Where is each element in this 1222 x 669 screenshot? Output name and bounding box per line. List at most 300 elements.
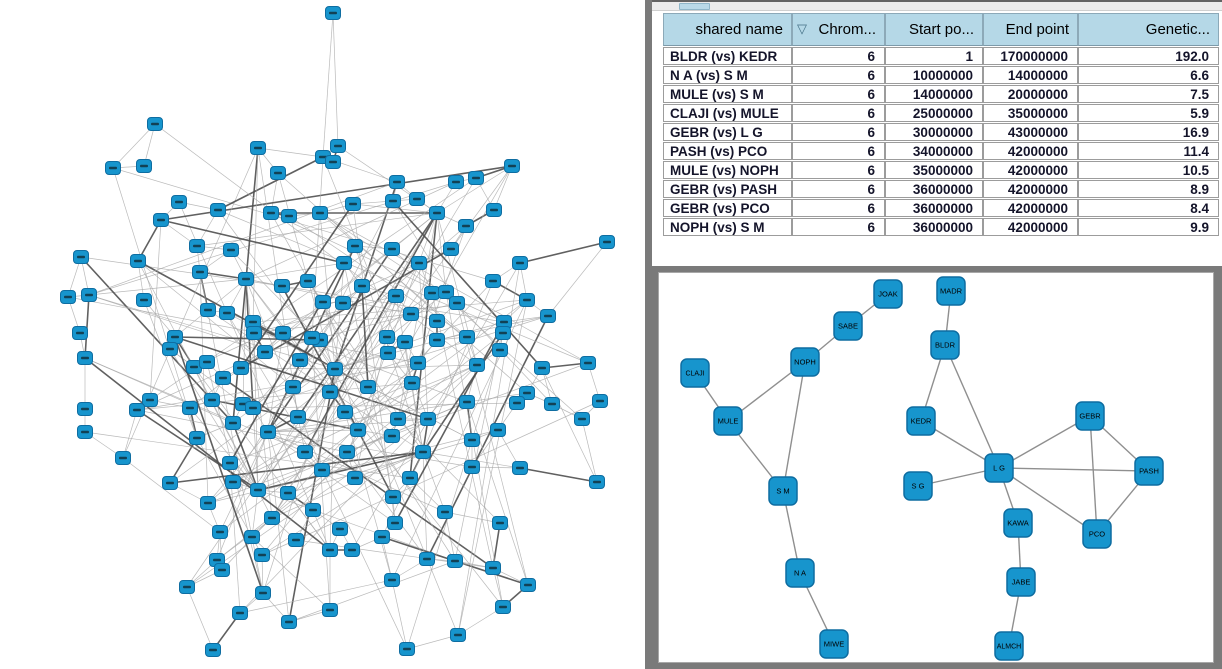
node-label-smudge <box>389 200 397 203</box>
node-label-smudge <box>339 302 347 305</box>
table-row[interactable] <box>663 85 1219 103</box>
table-cell: 42000000 <box>983 161 1078 179</box>
graph-node[interactable] <box>465 461 480 474</box>
graph-node[interactable] <box>313 207 328 220</box>
graph-node[interactable] <box>143 394 158 407</box>
graph-node[interactable] <box>386 491 401 504</box>
graph-node[interactable] <box>286 381 301 394</box>
table-row[interactable] <box>663 161 1219 179</box>
graph-node[interactable] <box>223 457 238 470</box>
graph-edge <box>392 580 407 649</box>
graph-node[interactable] <box>496 601 511 614</box>
graph-node[interactable] <box>247 327 262 340</box>
table-row[interactable] <box>663 47 1219 65</box>
node-label-smudge <box>326 549 334 552</box>
node-label-smudge <box>490 209 498 212</box>
graph-node[interactable] <box>430 207 445 220</box>
node-label-smudge <box>237 367 245 370</box>
graph-node[interactable] <box>345 544 360 557</box>
graph-node[interactable] <box>148 118 163 131</box>
graph-node[interactable] <box>1083 520 1111 548</box>
graph-node[interactable] <box>937 277 965 305</box>
table-cell: 170000000 <box>983 47 1078 65</box>
table-cell: 7.5 <box>1078 85 1219 103</box>
graph-edge[interactable] <box>945 345 999 468</box>
graph-node[interactable] <box>137 160 152 173</box>
graph-node[interactable] <box>541 310 556 323</box>
graph-node[interactable] <box>234 362 249 375</box>
graph-node[interactable] <box>600 236 615 249</box>
column-header-end-point[interactable]: End point <box>983 13 1078 46</box>
table-cell: 6 <box>792 142 885 160</box>
node-label-smudge <box>354 429 362 432</box>
node-label-smudge <box>516 262 524 265</box>
graph-node[interactable] <box>348 472 363 485</box>
node-label-smudge <box>513 402 521 405</box>
node-label-smudge <box>229 481 237 484</box>
graph-node[interactable] <box>215 564 230 577</box>
table-cell: 43000000 <box>983 123 1078 141</box>
node-label-smudge <box>285 621 293 624</box>
table-row[interactable] <box>663 104 1219 122</box>
graph-node[interactable] <box>298 446 313 459</box>
table-cell: PASH (vs) PCO <box>663 142 792 160</box>
graph-node[interactable] <box>405 377 420 390</box>
graph-node[interactable] <box>985 454 1013 482</box>
node-label-smudge <box>472 177 480 180</box>
node-label: S M <box>776 486 790 496</box>
graph-node[interactable] <box>449 176 464 189</box>
node-label-smudge <box>171 336 179 339</box>
graph-node[interactable] <box>271 167 286 180</box>
graph-node[interactable] <box>425 287 440 300</box>
graph-node[interactable] <box>200 356 215 369</box>
graph-node[interactable] <box>769 477 797 505</box>
graph-node[interactable] <box>820 630 848 658</box>
graph-node[interactable] <box>874 280 902 308</box>
node-label: MADR <box>939 286 963 296</box>
graph-node[interactable] <box>282 616 297 629</box>
graph-node[interactable] <box>78 426 93 439</box>
graph-node[interactable] <box>460 331 475 344</box>
node-label-smudge <box>454 634 462 637</box>
table-row[interactable] <box>663 180 1219 198</box>
graph-node[interactable] <box>907 407 935 435</box>
node-label-smudge <box>294 416 302 419</box>
graph-edge <box>445 512 500 523</box>
graph-node[interactable] <box>213 526 228 539</box>
graph-node[interactable] <box>201 497 216 510</box>
graph-edge <box>548 242 607 316</box>
table-cell: 36000000 <box>885 180 983 198</box>
graph-node[interactable] <box>323 386 338 399</box>
column-header-shared-name[interactable]: shared name <box>663 13 792 46</box>
node-label-smudge <box>193 437 201 440</box>
node-label-smudge <box>336 528 344 531</box>
graph-node[interactable] <box>486 275 501 288</box>
graph-node[interactable] <box>276 327 291 340</box>
table-row[interactable] <box>663 218 1219 236</box>
graph-node[interactable] <box>486 562 501 575</box>
graph-node[interactable] <box>78 403 93 416</box>
graph-node[interactable] <box>590 476 605 489</box>
node-label-smudge <box>250 332 258 335</box>
node-label-smudge <box>308 337 316 340</box>
graph-node[interactable] <box>256 587 271 600</box>
graph-edge <box>582 419 597 482</box>
graph-node[interactable] <box>224 244 239 257</box>
table-row[interactable] <box>663 66 1219 84</box>
graph-node[interactable] <box>931 331 959 359</box>
graph-node[interactable] <box>180 581 195 594</box>
graph-node[interactable] <box>275 280 290 293</box>
graph-node[interactable] <box>106 162 121 175</box>
node-label-smudge <box>473 364 481 367</box>
node-label-smudge <box>214 209 222 212</box>
graph-node[interactable] <box>430 334 445 347</box>
graph-node[interactable] <box>351 424 366 437</box>
graph-node[interactable] <box>388 517 403 530</box>
node-label-smudge <box>401 341 409 344</box>
column-header-start-position[interactable]: Start po... <box>885 13 983 46</box>
graph-node[interactable] <box>575 413 590 426</box>
table-cell: BLDR (vs) KEDR <box>663 47 792 65</box>
graph-node[interactable] <box>293 354 308 367</box>
graph-node[interactable] <box>412 257 427 270</box>
node-label-smudge <box>213 559 221 562</box>
table-row[interactable] <box>663 123 1219 141</box>
table-cell: 6 <box>792 104 885 122</box>
graph-node[interactable] <box>323 544 338 557</box>
node-label-smudge <box>81 431 89 434</box>
graph-node[interactable] <box>154 214 169 227</box>
table-cell: 25000000 <box>885 104 983 122</box>
column-header-genetic[interactable]: Genetic... <box>1078 13 1219 46</box>
node-label-smudge <box>452 181 460 184</box>
network-detail-viewport <box>659 273 1213 662</box>
graph-node[interactable] <box>193 266 208 279</box>
graph-node[interactable] <box>205 394 220 407</box>
graph-node[interactable] <box>385 574 400 587</box>
table-cell: GEBR (vs) PCO <box>663 199 792 217</box>
graph-node[interactable] <box>163 343 178 356</box>
node-label-smudge <box>64 296 72 299</box>
node-label-smudge <box>447 248 455 251</box>
node-label-smudge <box>151 123 159 126</box>
graph-node[interactable] <box>328 363 343 376</box>
graph-node[interactable] <box>201 304 216 317</box>
graph-node[interactable] <box>190 432 205 445</box>
graph-node[interactable] <box>450 297 465 310</box>
node-label-smudge <box>349 203 357 206</box>
node-label-smudge <box>209 649 217 652</box>
graph-node[interactable] <box>493 344 508 357</box>
graph-node[interactable] <box>137 294 152 307</box>
graph-node[interactable] <box>74 251 89 264</box>
node-label: JOAK <box>878 289 898 299</box>
graph-node[interactable] <box>245 531 260 544</box>
graph-node[interactable] <box>291 411 306 424</box>
node-label-smudge <box>319 301 327 304</box>
graph-node[interactable] <box>172 196 187 209</box>
graph-node[interactable] <box>348 240 363 253</box>
graph-node[interactable] <box>251 484 266 497</box>
graph-node[interactable] <box>326 156 341 169</box>
graph-edge <box>352 263 520 550</box>
graph-node[interactable] <box>336 297 351 310</box>
graph-node[interactable] <box>681 359 709 387</box>
node-label-smudge <box>388 579 396 582</box>
graph-node[interactable] <box>346 198 361 211</box>
graph-node[interactable] <box>411 357 426 370</box>
graph-node[interactable] <box>404 308 419 321</box>
graph-node[interactable] <box>216 372 231 385</box>
attribute-table <box>663 12 1219 237</box>
graph-node[interactable] <box>459 220 474 233</box>
graph-node[interactable] <box>513 257 528 270</box>
node-label-smudge <box>264 431 272 434</box>
graph-node[interactable] <box>130 404 145 417</box>
graph-node[interactable] <box>333 523 348 536</box>
node-label-smudge <box>134 260 142 263</box>
graph-edge[interactable] <box>999 468 1149 471</box>
node-label-smudge <box>76 332 84 335</box>
graph-node[interactable] <box>239 273 254 286</box>
graph-node[interactable] <box>786 559 814 587</box>
graph-edge[interactable] <box>1090 416 1097 534</box>
graph-node[interactable] <box>465 434 480 447</box>
node-label-smudge <box>81 408 89 411</box>
graph-node[interactable] <box>183 402 198 415</box>
graph-node[interactable] <box>261 426 276 439</box>
graph-node[interactable] <box>380 331 395 344</box>
graph-node[interactable] <box>381 347 396 360</box>
node-label-smudge <box>119 457 127 460</box>
table-cell: 11.4 <box>1078 142 1219 160</box>
graph-node[interactable] <box>391 413 406 426</box>
graph-node[interactable] <box>163 477 178 490</box>
graph-edge <box>123 410 137 458</box>
graph-node[interactable] <box>264 207 279 220</box>
node-label-smudge <box>227 249 235 252</box>
graph-node[interactable] <box>1135 457 1163 485</box>
graph-node[interactable] <box>316 296 331 309</box>
graph-node[interactable] <box>331 140 346 153</box>
scrollbar-thumb[interactable] <box>679 3 710 10</box>
detail-nodes-layer <box>681 277 1163 660</box>
graph-node[interactable] <box>305 332 320 345</box>
graph-node[interactable] <box>323 604 338 617</box>
table-cell: 1 <box>885 47 983 65</box>
graph-node[interactable] <box>491 424 506 437</box>
graph-node[interactable] <box>513 462 528 475</box>
graph-node[interactable] <box>361 381 376 394</box>
graph-node[interactable] <box>714 407 742 435</box>
table-cell: 42000000 <box>983 218 1078 236</box>
column-header-chromosome[interactable] <box>792 13 885 46</box>
graph-node[interactable] <box>246 402 261 415</box>
node-label-smudge <box>229 422 237 425</box>
graph-node[interactable] <box>375 531 390 544</box>
graph-node[interactable] <box>520 294 535 307</box>
node-label-smudge <box>500 321 508 324</box>
table-cell: CLAJI (vs) MULE <box>663 104 792 122</box>
graph-node[interactable] <box>73 327 88 340</box>
graph-node[interactable] <box>496 327 511 340</box>
graph-node[interactable] <box>834 312 862 340</box>
node-label-smudge <box>223 312 231 315</box>
graph-node[interactable] <box>410 193 425 206</box>
node-label-smudge <box>343 451 351 454</box>
graph-node[interactable] <box>510 397 525 410</box>
graph-node[interactable] <box>355 280 370 293</box>
graph-node[interactable] <box>581 357 596 370</box>
filter-icon[interactable]: ▽ <box>797 21 807 36</box>
graph-node[interactable] <box>289 534 304 547</box>
graph-node[interactable] <box>389 290 404 303</box>
node-label-smudge <box>468 439 476 442</box>
graph-node[interactable] <box>493 517 508 530</box>
graph-edge <box>289 561 455 622</box>
node-label: CLAJI <box>685 370 705 378</box>
graph-node[interactable] <box>82 289 97 302</box>
graph-node[interactable] <box>448 555 463 568</box>
table-cell: 6 <box>792 66 885 84</box>
graph-node[interactable] <box>420 553 435 566</box>
graph-node[interactable] <box>255 549 270 562</box>
graph-node[interactable] <box>904 472 932 500</box>
graph-node[interactable] <box>131 255 146 268</box>
node-label-smudge <box>254 489 262 492</box>
graph-node[interactable] <box>1076 402 1104 430</box>
node-label-smudge <box>378 536 386 539</box>
table-cell: 6.6 <box>1078 66 1219 84</box>
node-label-smudge <box>242 278 250 281</box>
node-label-smudge <box>140 299 148 302</box>
graph-node[interactable] <box>281 487 296 500</box>
graph-node[interactable] <box>1007 568 1035 596</box>
node-label-smudge <box>538 367 546 370</box>
graph-node[interactable] <box>593 395 608 408</box>
graph-node[interactable] <box>545 398 560 411</box>
table-cell: 20000000 <box>983 85 1078 103</box>
graph-node[interactable] <box>505 160 520 173</box>
graph-node[interactable] <box>400 643 415 656</box>
graph-node[interactable] <box>116 452 131 465</box>
node-label-smudge <box>523 392 531 395</box>
graph-node[interactable] <box>470 359 485 372</box>
node-label-smudge <box>393 181 401 184</box>
node-label-smudge <box>285 215 293 218</box>
graph-node[interactable] <box>337 257 352 270</box>
graph-node[interactable] <box>521 579 536 592</box>
graph-node[interactable] <box>430 315 445 328</box>
table-cell: 10.5 <box>1078 161 1219 179</box>
node-label-smudge <box>468 466 476 469</box>
table-row[interactable] <box>663 142 1219 160</box>
node-label-smudge <box>394 418 402 421</box>
graph-node[interactable] <box>340 446 355 459</box>
table-row[interactable] <box>663 199 1219 217</box>
node-label-smudge <box>391 522 399 525</box>
graph-node[interactable] <box>211 204 226 217</box>
graph-edge <box>218 157 323 210</box>
graph-node[interactable] <box>390 176 405 189</box>
node-label-smudge <box>451 560 459 563</box>
graph-node[interactable] <box>438 506 453 519</box>
table-cell: GEBR (vs) PASH <box>663 180 792 198</box>
node-label-smudge <box>248 536 256 539</box>
graph-node[interactable] <box>416 446 431 459</box>
graph-node[interactable] <box>306 504 321 517</box>
graph-node[interactable] <box>535 362 550 375</box>
graph-node[interactable] <box>326 7 341 20</box>
graph-node[interactable] <box>995 632 1023 660</box>
graph-node[interactable] <box>385 430 400 443</box>
graph-node[interactable] <box>168 331 183 344</box>
graph-node[interactable] <box>385 243 400 256</box>
graph-node[interactable] <box>315 464 330 477</box>
node-label-smudge <box>296 359 304 362</box>
graph-node[interactable] <box>233 607 248 620</box>
node-label-smudge <box>442 291 450 294</box>
graph-node[interactable] <box>469 172 484 185</box>
graph-node[interactable] <box>460 396 475 409</box>
table-panel <box>652 0 1222 264</box>
node-label-smudge <box>329 161 337 164</box>
graph-node[interactable] <box>444 243 459 256</box>
graph-node[interactable] <box>791 348 819 376</box>
graph-node[interactable] <box>265 512 280 525</box>
graph-edge <box>258 148 323 157</box>
graph-node[interactable] <box>301 275 316 288</box>
graph-node[interactable] <box>258 346 273 359</box>
node-label-smudge <box>204 309 212 312</box>
node-label-smudge <box>392 295 400 298</box>
node-label-smudge <box>489 567 497 570</box>
graph-node[interactable] <box>251 142 266 155</box>
node-label: KEDR <box>910 416 932 426</box>
graph-node[interactable] <box>206 644 221 657</box>
network-detail-canvas[interactable] <box>659 273 1213 662</box>
graph-node[interactable] <box>386 195 401 208</box>
graph-edge <box>240 365 477 613</box>
graph-node[interactable] <box>398 336 413 349</box>
node-label: NOPH <box>794 357 816 367</box>
graph-node[interactable] <box>338 406 353 419</box>
node-label-smudge <box>249 407 257 410</box>
table-cell: 6 <box>792 161 885 179</box>
graph-node[interactable] <box>282 210 297 223</box>
graph-node[interactable] <box>487 204 502 217</box>
graph-node[interactable] <box>61 291 76 304</box>
node-label-smudge <box>175 201 183 204</box>
graph-node[interactable] <box>403 472 418 485</box>
node-label-smudge <box>496 349 504 352</box>
node-label-smudge <box>428 292 436 295</box>
graph-node[interactable] <box>226 476 241 489</box>
graph-node[interactable] <box>1004 509 1032 537</box>
graph-node[interactable] <box>78 352 93 365</box>
horizontal-scrollbar[interactable] <box>652 2 1222 11</box>
graph-edge[interactable] <box>783 362 805 491</box>
node-label-smudge <box>584 362 592 365</box>
graph-node[interactable] <box>421 413 436 426</box>
graph-node[interactable] <box>451 629 466 642</box>
graph-node[interactable] <box>220 307 235 320</box>
graph-node[interactable] <box>190 240 205 253</box>
graph-node[interactable] <box>226 417 241 430</box>
